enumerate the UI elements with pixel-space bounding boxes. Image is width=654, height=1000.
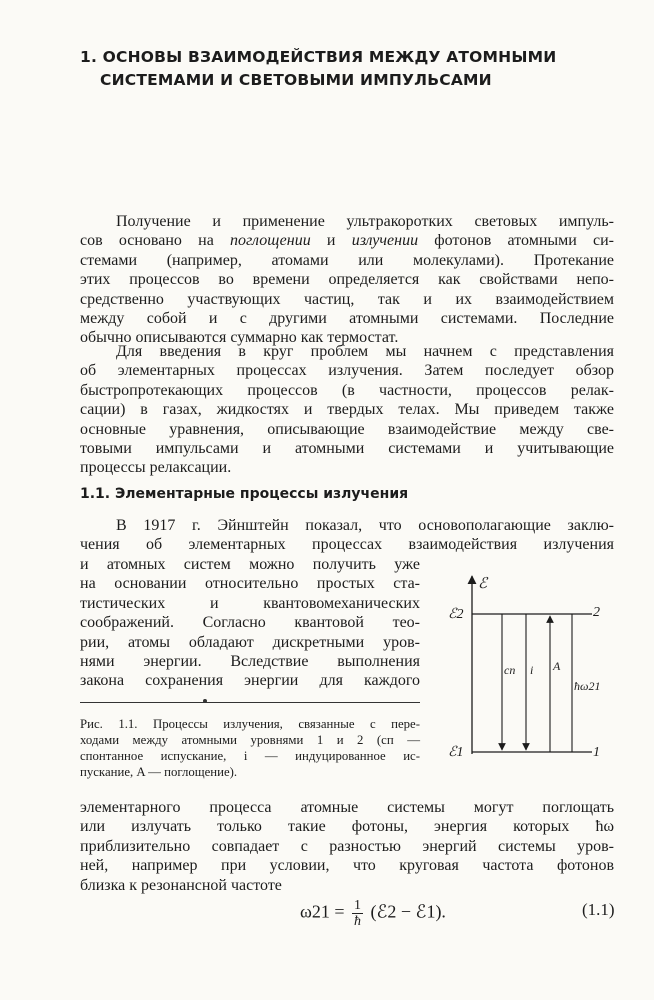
section-paragraph-1-narrow bbox=[80, 555, 420, 691]
text-line: между собой и с другими атомными системами. Последние bbox=[80, 309, 614, 327]
equation-fraction bbox=[352, 898, 363, 929]
emphasis-emission: излучении bbox=[351, 232, 419, 250]
energy-level-figure bbox=[440, 566, 610, 776]
photon-energy-label: ħω21 bbox=[574, 679, 601, 693]
chapter-title bbox=[80, 46, 600, 92]
text-line: стемами (например, атомами или молекулами). Протекание bbox=[80, 251, 614, 269]
text-line: процессы релаксации. bbox=[80, 459, 232, 477]
fraction-numerator: 1 bbox=[354, 898, 361, 913]
caption-line: Рис. 1.1. Процессы излучения, связанные с пере- bbox=[80, 717, 420, 731]
caption-line: ходами между атомными уровнями 1 и 2 (сп — bbox=[80, 733, 420, 747]
spontaneous-label: сп bbox=[504, 663, 516, 677]
text-line: или излучать только такие фотоны, энергия которых ħω bbox=[80, 818, 614, 836]
lower-level-number: 1 bbox=[593, 745, 600, 760]
text-line: товыми импульсами и атомными системами и учитывающие bbox=[80, 439, 614, 457]
fraction-denominator: ħ bbox=[354, 914, 361, 929]
text-line: Получение и применение ультракоротких световых импуль- bbox=[116, 213, 614, 230]
absorption-label: A bbox=[553, 659, 561, 673]
caption-line: пускание, A — поглощение). bbox=[80, 765, 238, 779]
chapter-title-line-1: 1. ОСНОВЫ ВЗАИМОДЕЙСТВИЯ МЕЖДУ АТОМНЫМИ bbox=[80, 48, 557, 66]
text-line: ней, например при условии, что круговая частота фотонов bbox=[80, 857, 614, 875]
text-line: этих процессов во времени определяется как свойствами непо- bbox=[80, 271, 614, 289]
text-line: об элементарных процессах излучения. Затем последует обзор bbox=[80, 362, 614, 380]
text-line: нями энергии. Вследствие выполнения bbox=[80, 652, 420, 670]
section-paragraph-1-full bbox=[80, 516, 614, 555]
upper-level-number: 2 bbox=[593, 605, 600, 620]
text-line: основные уравнения, описывающие взаимодействие между све- bbox=[80, 420, 614, 438]
section-title: 1.1. Элементарные процессы излучения bbox=[80, 486, 409, 502]
text-line: элементарного процесса атомные системы могут поглощать bbox=[80, 799, 614, 816]
lower-level-label: ℰ1 bbox=[448, 745, 464, 760]
text-line: Для введения в круг проблем мы начнем с представления bbox=[116, 343, 614, 360]
text-line: обычно описываются суммарно как термостат. bbox=[80, 329, 399, 347]
caption-divider bbox=[80, 702, 420, 703]
text-line: сации) в газах, жидкостях и твердых телах. Мы приведем также bbox=[80, 401, 614, 419]
equation-number: (1.1) bbox=[582, 900, 615, 919]
equation-rhs: (ℰ2 − ℰ1). bbox=[370, 901, 446, 922]
equation-lhs: ω21 = bbox=[300, 901, 345, 922]
text-line: рии, атомы обладают дискретными уров- bbox=[80, 633, 420, 651]
text-line: приблизительно совпадает с разностью энергий системы уров- bbox=[80, 837, 614, 855]
text-line: тистических и квантовомеханических bbox=[80, 594, 420, 612]
text-line: средственно участвующих частиц, так и их взаимодействием bbox=[80, 290, 614, 308]
text-line: на основании относительно простых ста- bbox=[80, 575, 420, 593]
text-line: закона сохранения энергии для каждого bbox=[80, 672, 420, 690]
chapter-title-line-2: СИСТЕМАМИ И СВЕТОВЫМИ ИМПУЛЬСАМИ bbox=[100, 71, 492, 89]
text-line: близка к резонансной частоте bbox=[80, 876, 282, 894]
text-line: чения об элементарных процессах взаимодействия излучения bbox=[80, 536, 614, 554]
section-paragraph-2 bbox=[80, 798, 614, 895]
intro-paragraph-2 bbox=[80, 342, 614, 478]
text-line: и атомных систем можно получить уже bbox=[80, 556, 420, 573]
figure-caption bbox=[80, 716, 420, 780]
caption-line: спонтанное испускание, i — индуцированное ис- bbox=[80, 749, 420, 763]
induced-label: i bbox=[530, 663, 534, 677]
text-line: В 1917 г. Эйнштейн показал, что основополагающие заклю- bbox=[116, 517, 614, 534]
upper-level-label: ℰ2 bbox=[448, 607, 464, 622]
text-line: быстропротекающих процессов (в частности, процессов релак- bbox=[80, 381, 614, 399]
text-line: сов основано на поглощении и излучении фотонов атомными си- bbox=[80, 232, 615, 250]
emphasis-absorption: поглощении bbox=[230, 232, 311, 250]
energy-axis-label: ℰ bbox=[478, 576, 488, 592]
intro-paragraph-1 bbox=[80, 212, 614, 348]
equation-1-1 bbox=[300, 898, 446, 929]
divider-mark bbox=[203, 699, 207, 703]
text-line: соображений. Согласно квантовой тео- bbox=[80, 614, 420, 632]
